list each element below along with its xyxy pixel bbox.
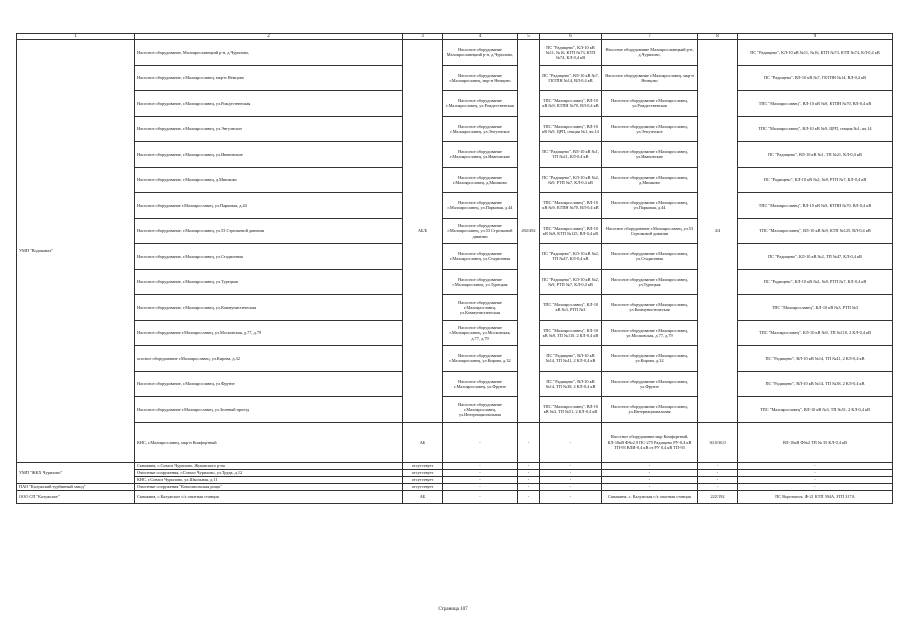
supply-source-cell: ПС "Радищево", ВЛ-10 кВ №14, ТП №38, 2 КЛ-0,4 кВ [540, 371, 602, 397]
equipment-cell: Насосное оборудование г.Малоярославец, ул.Коммунистическая [602, 295, 698, 321]
equipment-cell: Насосное оборудование г.Малоярославец, ул.53 Стрелковой дивизии [602, 218, 698, 244]
object-cell: Насосное оборудование, г.Малоярославец, мкр-н Немцово [135, 65, 403, 91]
value-cell: 222/192 [698, 490, 738, 503]
table-row [17, 295, 893, 321]
column-number: 1 [17, 34, 135, 40]
supply-source-cell: ПС "Радищево", ВЛ-10 кВ №1, ТП №21, КЛ-0,4 кВ [738, 142, 893, 168]
supply-source-cell: ТПС "Малоярославец", КЛ-10 кВ №3, РТП №3 [540, 295, 602, 321]
supply-source-cell: ТПС "Малоярославец", ВЛ-10 кВ №3, ТП №51, 2 КЛ-0,4 кВ [540, 397, 602, 423]
supply-source-cell: ПС "Радищево", КЛ-10 кВ №2, №9, РТП №7, КЛ-0,4 кВ [540, 167, 602, 193]
value-cell: - [540, 469, 602, 476]
object-cell: Насосное оборудование, г.Малоярославец, ул.Рождественская [135, 91, 403, 117]
supply-source-cell: ТПС "Малоярославец", ВЛ-10 кВ №9, КТПН №70, ВЛ-0,4 кВ [738, 91, 893, 117]
table-row [17, 490, 893, 503]
data-table [16, 33, 893, 504]
table-row [17, 40, 893, 66]
equipment-cell: Насосное оборудование г.Малоярославец, ул.Рождественская [602, 91, 698, 117]
column-number: 7 [602, 34, 698, 40]
value-cell: - [602, 483, 698, 490]
supply-source-cell: ПС "Радищево", КЛ-10 кВ №11, №16, КТП №73, КТП №74, КЛ-0,4 кВ [540, 40, 602, 66]
column-number: 9 [738, 34, 893, 40]
value-cell: - [698, 469, 738, 476]
value-cell: ВЛ-10кВ Ф№2 ТП № 35 КЛ-0,4 кВ [738, 422, 893, 462]
organization-cell: ПАО "Калужский турбинный завод" [17, 483, 135, 490]
equipment-cell: Насосное оборудование г.Малоярославец, мкр-н Немцово [602, 65, 698, 91]
value-cell: ПС Воротынск, Ф-21 КТП 394А, ЗТП 317А [738, 490, 893, 503]
equipment-cell: Насосное оборудование г.Малоярославец, ул.Турецкая [443, 269, 518, 295]
supply-source-cell: ТПС "Малоярославец", КЛ-10 кВ №3, РТП №3 [738, 295, 893, 321]
equipment-cell: Насосное оборудование г.Малоярославец, д.Мишково [443, 167, 518, 193]
value-cell: Насосное оборудование мкр Комфортный, КЛ-10кВ Ф№2.9 ПС-275 Радищево РУ-0,4 кВ ТП-93 ВЛИ-0,4 кВ от РУ 0,4 кВ ТП-93 [602, 422, 698, 462]
table-row [17, 397, 893, 423]
equipment-cell: Насосное оборудование г.Малоярославец, мкр-н Немцово [443, 65, 518, 91]
table-row [17, 218, 893, 244]
value-cell: - [602, 469, 698, 476]
value-cell: 30,0/30,0 [698, 422, 738, 462]
supply-source-cell: ТПС "Малоярославец", КЛ-10 кВ №9, ТП №110, 2 КЛ-0,4 кВ [540, 320, 602, 346]
equipment-cell: Насосное оборудование г.Малоярославец, д.Мишково [602, 167, 698, 193]
value-cell: - [518, 476, 540, 483]
table-row [17, 193, 893, 219]
equipment-cell: Насосное оборудование Малоярославецкий р-н, д.Чурилово, [443, 40, 518, 66]
value-cell: - [738, 476, 893, 483]
table-row [17, 116, 893, 142]
column-number: 3 [403, 34, 443, 40]
table-row [17, 320, 893, 346]
equipment-cell: Насосное оборудование г.Малоярославец, ул.Фрунзе [602, 371, 698, 397]
object-cell: Насосное оборудование, г.Малоярославец, ул.Фрунзе [135, 371, 403, 397]
object-cell: Скважина, с.Совхоз Чурилово, Жуковского р-на [135, 462, 403, 469]
table-row [17, 142, 893, 168]
value-cell: - [738, 462, 893, 469]
value-cell: - [540, 483, 602, 490]
value-cell: Скважина, с. Калужская с/х опытная станция [602, 490, 698, 503]
supply-source-cell: ПС "Радищево", ВЛ-10 кВ №7, ГКТПН №14, ВЛ-0,4 кВ [540, 65, 602, 91]
equipment-cell: Насосное оборудование г.Малоярославец, ул.Рождественская [443, 91, 518, 117]
table-row [17, 91, 893, 117]
value-cell: отсутствует [403, 469, 443, 476]
equipment-cell: Насосное оборудование г.Малоярославец, ул.Турецкая [602, 269, 698, 295]
value-cell: отсутствует [403, 476, 443, 483]
object-cell: КНС, г.Малоярославец, мкр-н Комфортный [135, 422, 403, 462]
object-cell: Насосное оборудование, г.Малоярославец, д.Мишково [135, 167, 403, 193]
supply-source-cell: ПС "Радищево", КЛ-10 кВ №2, №9, РТП №7, КЛ-0,4 кВ [738, 167, 893, 193]
value-cell: - [698, 476, 738, 483]
table-row [17, 469, 893, 476]
value-cell: - [602, 462, 698, 469]
organization-cell: УМП "Водоканал" [17, 40, 135, 463]
organization-cell: УМП "ЖКХ Чурилово" [17, 462, 135, 483]
supply-source-cell: ПС "Радищево", ВЛ-10 кВ №14, ТП №38, 2 КЛ-0,4 кВ [738, 371, 893, 397]
organization-cell: ООО СП "Калужское" [17, 490, 135, 503]
value-cell: АБ [403, 490, 443, 503]
supply-source-cell: ТПС "Малоярославец", ВЛ-10 кВ №9, КТП №125, ВЛ-0,4 кВ [540, 218, 602, 244]
table-row [17, 65, 893, 91]
value-cell: отсутствует [403, 462, 443, 469]
table-row [17, 244, 893, 270]
object-cell: Насосное оборудование г.Малоярославец, ул.Парковая, д.44 [135, 193, 403, 219]
supply-source-cell: ПС "Радищево", ВЛ-10 кВ №14, ТП №41, 2 КЛ-0,4 кВ [540, 346, 602, 372]
supply-source-cell: ТПС "Малоярославец", ВЛ-10 кВ №9, ЦРП, секция №1, яч.14 [540, 116, 602, 142]
object-cell: Насосное оборудование, г.Малоярославец, ул.Энгуэнское [135, 116, 403, 142]
equipment-cell: Насосное оборудование г.Малоярославец, ул.Московская, д.77, д.79 [443, 320, 518, 346]
equipment-cell: Насосное оборудование г.Малоярославец, ул.Интернациональная [443, 397, 518, 423]
supply-source-cell: ТПС "Малоярославец", ВЛ-10 кВ №3, ТП №51, 2 КЛ-0,4 кВ [738, 397, 893, 423]
supply-source-cell: ПС "Радищево", КЛ-10 кВ №2, ТП №47, КЛ-0,4 кВ [738, 244, 893, 270]
equipment-cell: Насосное оборудование г.Малоярославец, ул.Фрунзе [443, 371, 518, 397]
supply-source-cell: ПС "Радищево", ВЛ-10 кВ №14, ТП №41, 2 КЛ-0,4 кВ [738, 346, 893, 372]
equipment-cell: Насосное оборудование г.Малоярославец, ул.Энгуэнское [602, 116, 698, 142]
object-cell: Насосное оборудование, Малоярославецкий р-н, д.Чурилово, [135, 40, 403, 66]
table-row [17, 483, 893, 490]
column-number: 2 [135, 34, 403, 40]
column-number: 5 [518, 34, 540, 40]
equipment-cell: Насосное оборудование г.Малоярославец, ул.Ивановские [443, 142, 518, 168]
value-cell: - [443, 490, 518, 503]
object-cell: Скважина, с.Калужское с/х опытная станция [135, 490, 403, 503]
supply-source-cell: ТПС "Малоярославец", КЛ-10 кВ №9, ТП №110, 2 КЛ-0,4 кВ [738, 320, 893, 346]
equipment-cell: Насосное оборудование г.Малоярославец, ул.Коммунистическая [443, 295, 518, 321]
table-row [17, 269, 893, 295]
equipment-cell: Насосное оборудование г.Малоярославец, ул.Стадионная [602, 244, 698, 270]
equipment-cell: Насосное оборудование г.Малоярославец, ул.53 Стрелковой дивизии [443, 218, 518, 244]
power-cell: 4/4 [698, 40, 738, 423]
object-cell: Насосное оборудование, г.Малоярославец, ул.53 Стрелковой дивизии [135, 218, 403, 244]
column-number: 6 [540, 34, 602, 40]
equipment-cell: Насосное оборудование г.Малоярославец, ул.Кирова, д.32 [443, 346, 518, 372]
object-cell: Насосное оборудование, г.Малоярославец, ул.Стадионная [135, 244, 403, 270]
equipment-cell: Насосное оборудование г.Малоярославец, ул.Московская, д.77, д.79 [602, 320, 698, 346]
value-cell: - [518, 469, 540, 476]
supply-source-cell: ТПС "Малоярославец", ВЛ-10 кВ №9, КТПН №70, ВЛ-0,4 кВ [738, 193, 893, 219]
value-cell: - [540, 490, 602, 503]
equipment-cell: Насосное оборудование Малоярославецкий р-н, д.Чурилово, [602, 40, 698, 66]
equipment-cell: Насосное оборудование г.Малоярославец, ул.Парковая, д.44 [602, 193, 698, 219]
object-cell: Насосное оборудование, г.Малоярославец, ул.Турецкая [135, 269, 403, 295]
value-cell: - [698, 483, 738, 490]
supply-source-cell: ПС "Радищево", КЛ-10 кВ №2, ТП №47, КЛ-0,4 кВ [540, 244, 602, 270]
object-cell: Очистные сооружения "Комсомольская роща" [135, 483, 403, 490]
supply-source-cell: ПС "Радищево", КЛ-10 кВ №2, №9, РТП №7, КЛ-0,4 кВ [540, 269, 602, 295]
value-cell: - [738, 469, 893, 476]
value-cell: - [738, 483, 893, 490]
supply-source-cell: ТПС "Малоярославец", ВЛ-10 кВ №9, КТПН №70, ВЛ-0,4 кВ [540, 91, 602, 117]
value-cell: - [698, 462, 738, 469]
power-cell: 492/492 [518, 40, 540, 423]
column-number: 8 [698, 34, 738, 40]
object-cell: асосное оборудование г.Малоярославец, ул.Кирова, д.32 [135, 346, 403, 372]
category-cell: АБ/Б [403, 40, 443, 423]
value-cell: - [443, 483, 518, 490]
table-row [17, 462, 893, 469]
value-cell: - [443, 476, 518, 483]
value-cell: - [518, 483, 540, 490]
equipment-cell: Насосное оборудование г.Малоярославец, ул.Стадионная [443, 244, 518, 270]
table-row [17, 346, 893, 372]
equipment-cell: Насосное оборудование г.Малоярославец, ул.Кирова, д.32 [602, 346, 698, 372]
value-cell: - [443, 462, 518, 469]
value-cell: - [443, 422, 518, 462]
supply-source-cell: ПС "Радищево", ВЛ-10 кВ №7, ГКТПН №14, ВЛ-0,4 кВ [738, 65, 893, 91]
table-row [17, 167, 893, 193]
value-cell: - [518, 422, 540, 462]
value-cell: АБ [403, 422, 443, 462]
table-row [17, 371, 893, 397]
object-cell: КНС, г.Совхоз Чурилово, ул.Школьная, д.11 [135, 476, 403, 483]
page-number: Страница 107 [438, 607, 468, 612]
supply-source-cell: ТПС "Малоярославец", ВЛ-10 кВ №9, ЦРП, секция №1, яч.14 [738, 116, 893, 142]
supply-source-cell: ПС "Радищево", КЛ-10 кВ №2, №9, РТП №7, КЛ-0,4 кВ [738, 269, 893, 295]
value-cell: - [540, 462, 602, 469]
supply-source-cell: ПС "Радищево", ВЛ-10 кВ №1, ТП №21, КЛ-0,4 кВ [540, 142, 602, 168]
value-cell: - [443, 469, 518, 476]
value-cell: - [540, 476, 602, 483]
object-cell: Насосное оборудование г.Малоярославец, ул.Зеленый проезд [135, 397, 403, 423]
supply-source-cell: ТПС "Малоярославец", ВЛ-10 кВ №9, КТП №125, ВЛ-0,4 кВ [738, 218, 893, 244]
value-cell: отсутствует [403, 483, 443, 490]
equipment-cell: Насосное оборудование г.Малоярославец, ул.Парковая, д.44 [443, 193, 518, 219]
supply-source-cell: ПС "Радищево", КЛ-10 кВ №11, №16, КТП №73, КТП №74, КЛ-0,4 кВ [738, 40, 893, 66]
object-cell: Насосное оборудование, г.Малоярославец, ул.Коммунистическая [135, 295, 403, 321]
value-cell: - [518, 462, 540, 469]
equipment-cell: Насосное оборудование г.Малоярославец, ул.Энгуэнское [443, 116, 518, 142]
equipment-cell: Насосное оборудование г.Малоярославец, ул.Интернациональная [602, 397, 698, 423]
object-cell: Очистные сооружения, г.Совхоз Чурилово, ул.Труда, д.12 [135, 469, 403, 476]
equipment-cell: Насосное оборудование г.Малоярославец, ул.Ивановские [602, 142, 698, 168]
value-cell: - [518, 490, 540, 503]
object-cell: Насосное оборудование, г.Малоярославец, ул.Ивановские [135, 142, 403, 168]
supply-source-cell: ТПС "Малоярославец", ВЛ-10 кВ №9, КТПН №70, ВЛ-0,4 кВ [540, 193, 602, 219]
value-cell: - [540, 422, 602, 462]
table-row [17, 422, 893, 462]
object-cell: Насосное оборудование г.Малоярославец, ул.Московская, д.77, д.79 [135, 320, 403, 346]
value-cell: - [602, 476, 698, 483]
column-number: 4 [443, 34, 518, 40]
table-row [17, 476, 893, 483]
